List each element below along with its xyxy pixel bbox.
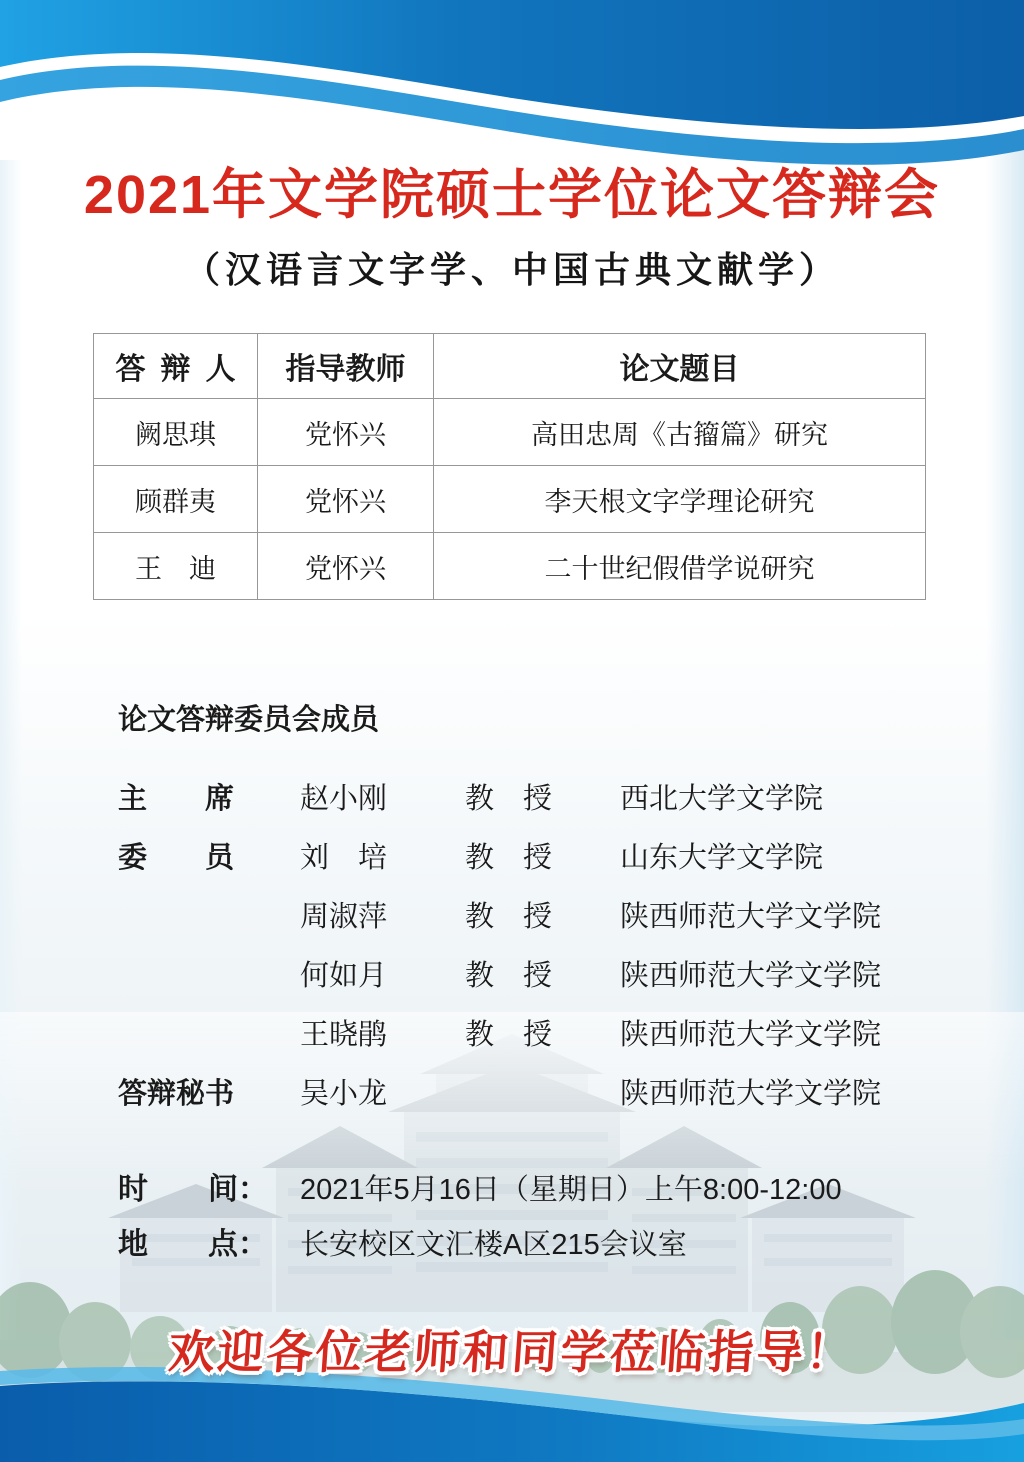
defense-schedule-table [93,333,926,600]
event-details [118,1173,974,1283]
candidate-name: 顾群夷 [94,466,258,533]
advisor-name: 党怀兴 [258,466,434,533]
time-label: 时 间： [118,1173,268,1206]
member-title: 教 授 [465,901,553,933]
member-name: 刘 培 [300,842,388,874]
committee-member-row [118,1079,944,1109]
member-role: 主 席 [118,783,235,815]
header-candidate: 答 辩 人 [94,334,258,399]
member-affiliation: 山东大学文学院 [620,842,824,874]
member-name: 周淑萍 [300,901,388,933]
member-title [465,1079,620,1109]
member-affiliation: 陕西师范大学文学院 [620,1078,882,1110]
member-affiliation: 陕西师范大学文学院 [620,901,882,933]
poster-subtitle: （汉语言文字学、中国古典文献学） [183,249,840,291]
thesis-title: 李天根文字学理论研究 [434,466,926,533]
header-advisor: 指导教师 [258,334,434,399]
table-header-row [94,334,926,399]
advisor-name: 党怀兴 [258,399,434,466]
advisor-name: 党怀兴 [258,533,434,600]
member-name: 何如月 [300,960,388,992]
member-name: 赵小刚 [300,783,388,815]
thesis-title: 二十世纪假借学说研究 [434,533,926,600]
poster-title: 2021年文学院硕士学位论文答辩会 [83,165,941,225]
detail-row-time [118,1173,974,1207]
member-role [118,1020,300,1050]
committee-member-row [118,902,944,932]
committee-section [118,705,944,1138]
member-role: 答辩秘书 [118,1078,235,1110]
committee-member-row [118,961,944,991]
member-role [118,902,300,932]
member-title: 教 授 [465,1019,553,1051]
table-row [94,533,926,600]
member-name: 吴小龙 [300,1078,388,1110]
member-title: 教 授 [465,960,553,992]
member-role [118,961,300,991]
member-title: 教 授 [465,842,553,874]
table-row [94,399,926,466]
location-label: 地 点： [118,1228,268,1261]
detail-row-location [118,1228,974,1262]
member-title: 教 授 [465,783,553,815]
welcome-banner: 欢迎各位老师和同学莅临指导！ [166,1326,857,1378]
table-row [94,466,926,533]
committee-rows [118,784,944,1109]
candidate-name: 阙思琪 [94,399,258,466]
location-value: 长安校区文汇楼A区215会议室 [300,1229,687,1261]
thesis-title: 高田忠周《古籀篇》研究 [434,399,926,466]
candidate-name: 王 迪 [94,533,258,600]
member-affiliation: 陕西师范大学文学院 [620,1019,882,1051]
committee-member-row [118,1020,944,1050]
committee-member-row [118,784,944,814]
header-thesis: 论文题目 [434,334,926,399]
member-affiliation: 陕西师范大学文学院 [620,960,882,992]
member-name: 王晓鹃 [300,1019,388,1051]
member-role: 委 员 [118,842,235,874]
committee-heading: 论文答辩委员会成员 [118,704,380,736]
time-value: 2021年5月16日（星期日）上午8:00-12:00 [300,1174,842,1206]
member-affiliation: 西北大学文学院 [620,783,824,815]
committee-member-row [118,843,944,873]
